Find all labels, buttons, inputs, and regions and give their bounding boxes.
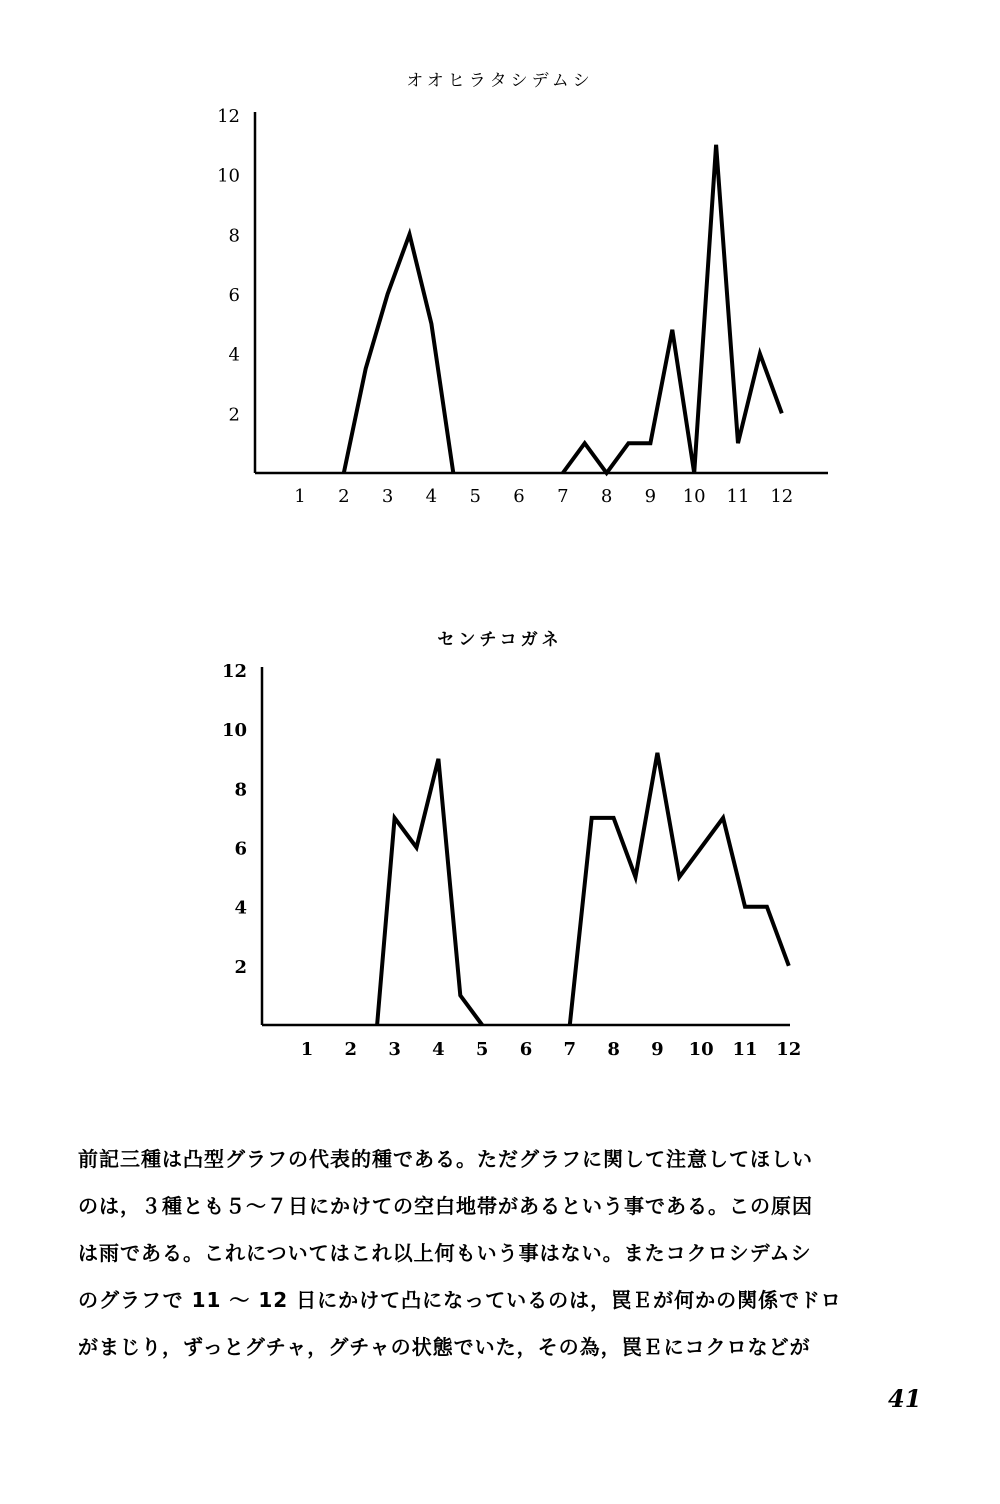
x-tick-label: 9 — [644, 486, 657, 507]
y-tick-label: 12 — [217, 106, 240, 127]
x-tick-label: 8 — [607, 1039, 620, 1060]
x-tick-label: 6 — [519, 1039, 533, 1060]
body-text-line: 前記三種は凸型グラフの代表的種である。ただグラフに関して注意してほしい — [78, 1147, 813, 1171]
y-tick-label: 2 — [228, 404, 240, 426]
x-tick-label: 5 — [469, 486, 481, 507]
y-tick-label: 8 — [228, 225, 240, 247]
chart1-oohiratashidemushi — [0, 100, 1000, 520]
x-tick-label: 1 — [300, 1039, 314, 1060]
x-tick-label: 2 — [338, 486, 350, 507]
body-text-line: がまじり，ずっとグチャ，グチャの状態でいた，その為，罠Ｅにコクロなどが — [78, 1335, 811, 1359]
x-tick-label: 2 — [344, 1039, 358, 1060]
series-line-segment — [570, 753, 789, 1025]
x-tick-label: 8 — [600, 486, 613, 507]
y-tick-label: 4 — [228, 344, 240, 366]
y-tick-label: 2 — [234, 956, 247, 978]
x-tick-label: 12 — [770, 486, 794, 507]
y-tick-label: 12 — [221, 661, 247, 682]
x-tick-label: 4 — [425, 486, 438, 507]
x-tick-label: 3 — [381, 486, 394, 507]
x-tick-label: 4 — [432, 1039, 445, 1060]
x-tick-label: 3 — [388, 1039, 401, 1060]
x-tick-label: 9 — [651, 1039, 664, 1060]
x-tick-label: 5 — [475, 1039, 489, 1060]
x-tick-label: 10 — [688, 1039, 714, 1060]
series-line-segment — [344, 234, 454, 473]
body-text-line: のグラフで 11 ～ 12 日にかけて凸になっているのは，罠Ｅが何かの関係でドロ — [78, 1288, 842, 1312]
x-tick-label: 7 — [557, 486, 569, 507]
y-tick-label: 10 — [221, 720, 247, 742]
x-tick-label: 11 — [732, 1039, 758, 1060]
x-tick-label: 12 — [776, 1039, 802, 1060]
x-tick-label: 6 — [513, 486, 525, 507]
series-line-segment — [377, 759, 482, 1025]
y-tick-label: 4 — [234, 897, 247, 919]
chart2-title: センチコガネ — [437, 630, 563, 650]
body-text-line: は雨である。これについてはこれ以上何もいう事はない。またコクロシデムシ — [78, 1241, 812, 1265]
y-tick-label: 10 — [217, 165, 240, 187]
body-text-line: のは，３種とも５～７日にかけての空白地帯があるという事である。この原因 — [78, 1194, 813, 1218]
y-tick-label: 6 — [228, 285, 240, 306]
chart1-title: オオヒラタシデムシ — [406, 71, 594, 91]
y-tick-label: 8 — [234, 779, 247, 801]
x-tick-label: 7 — [563, 1039, 577, 1060]
x-tick-label: 11 — [726, 486, 750, 507]
x-tick-label: 10 — [682, 486, 706, 507]
body-text — [78, 1136, 958, 1371]
series-line-segment — [563, 145, 782, 473]
chart2-senchikogane — [0, 655, 1000, 1065]
x-tick-label: 1 — [294, 486, 306, 507]
page-number: 41 — [888, 1384, 922, 1413]
y-tick-label: 6 — [234, 838, 247, 860]
